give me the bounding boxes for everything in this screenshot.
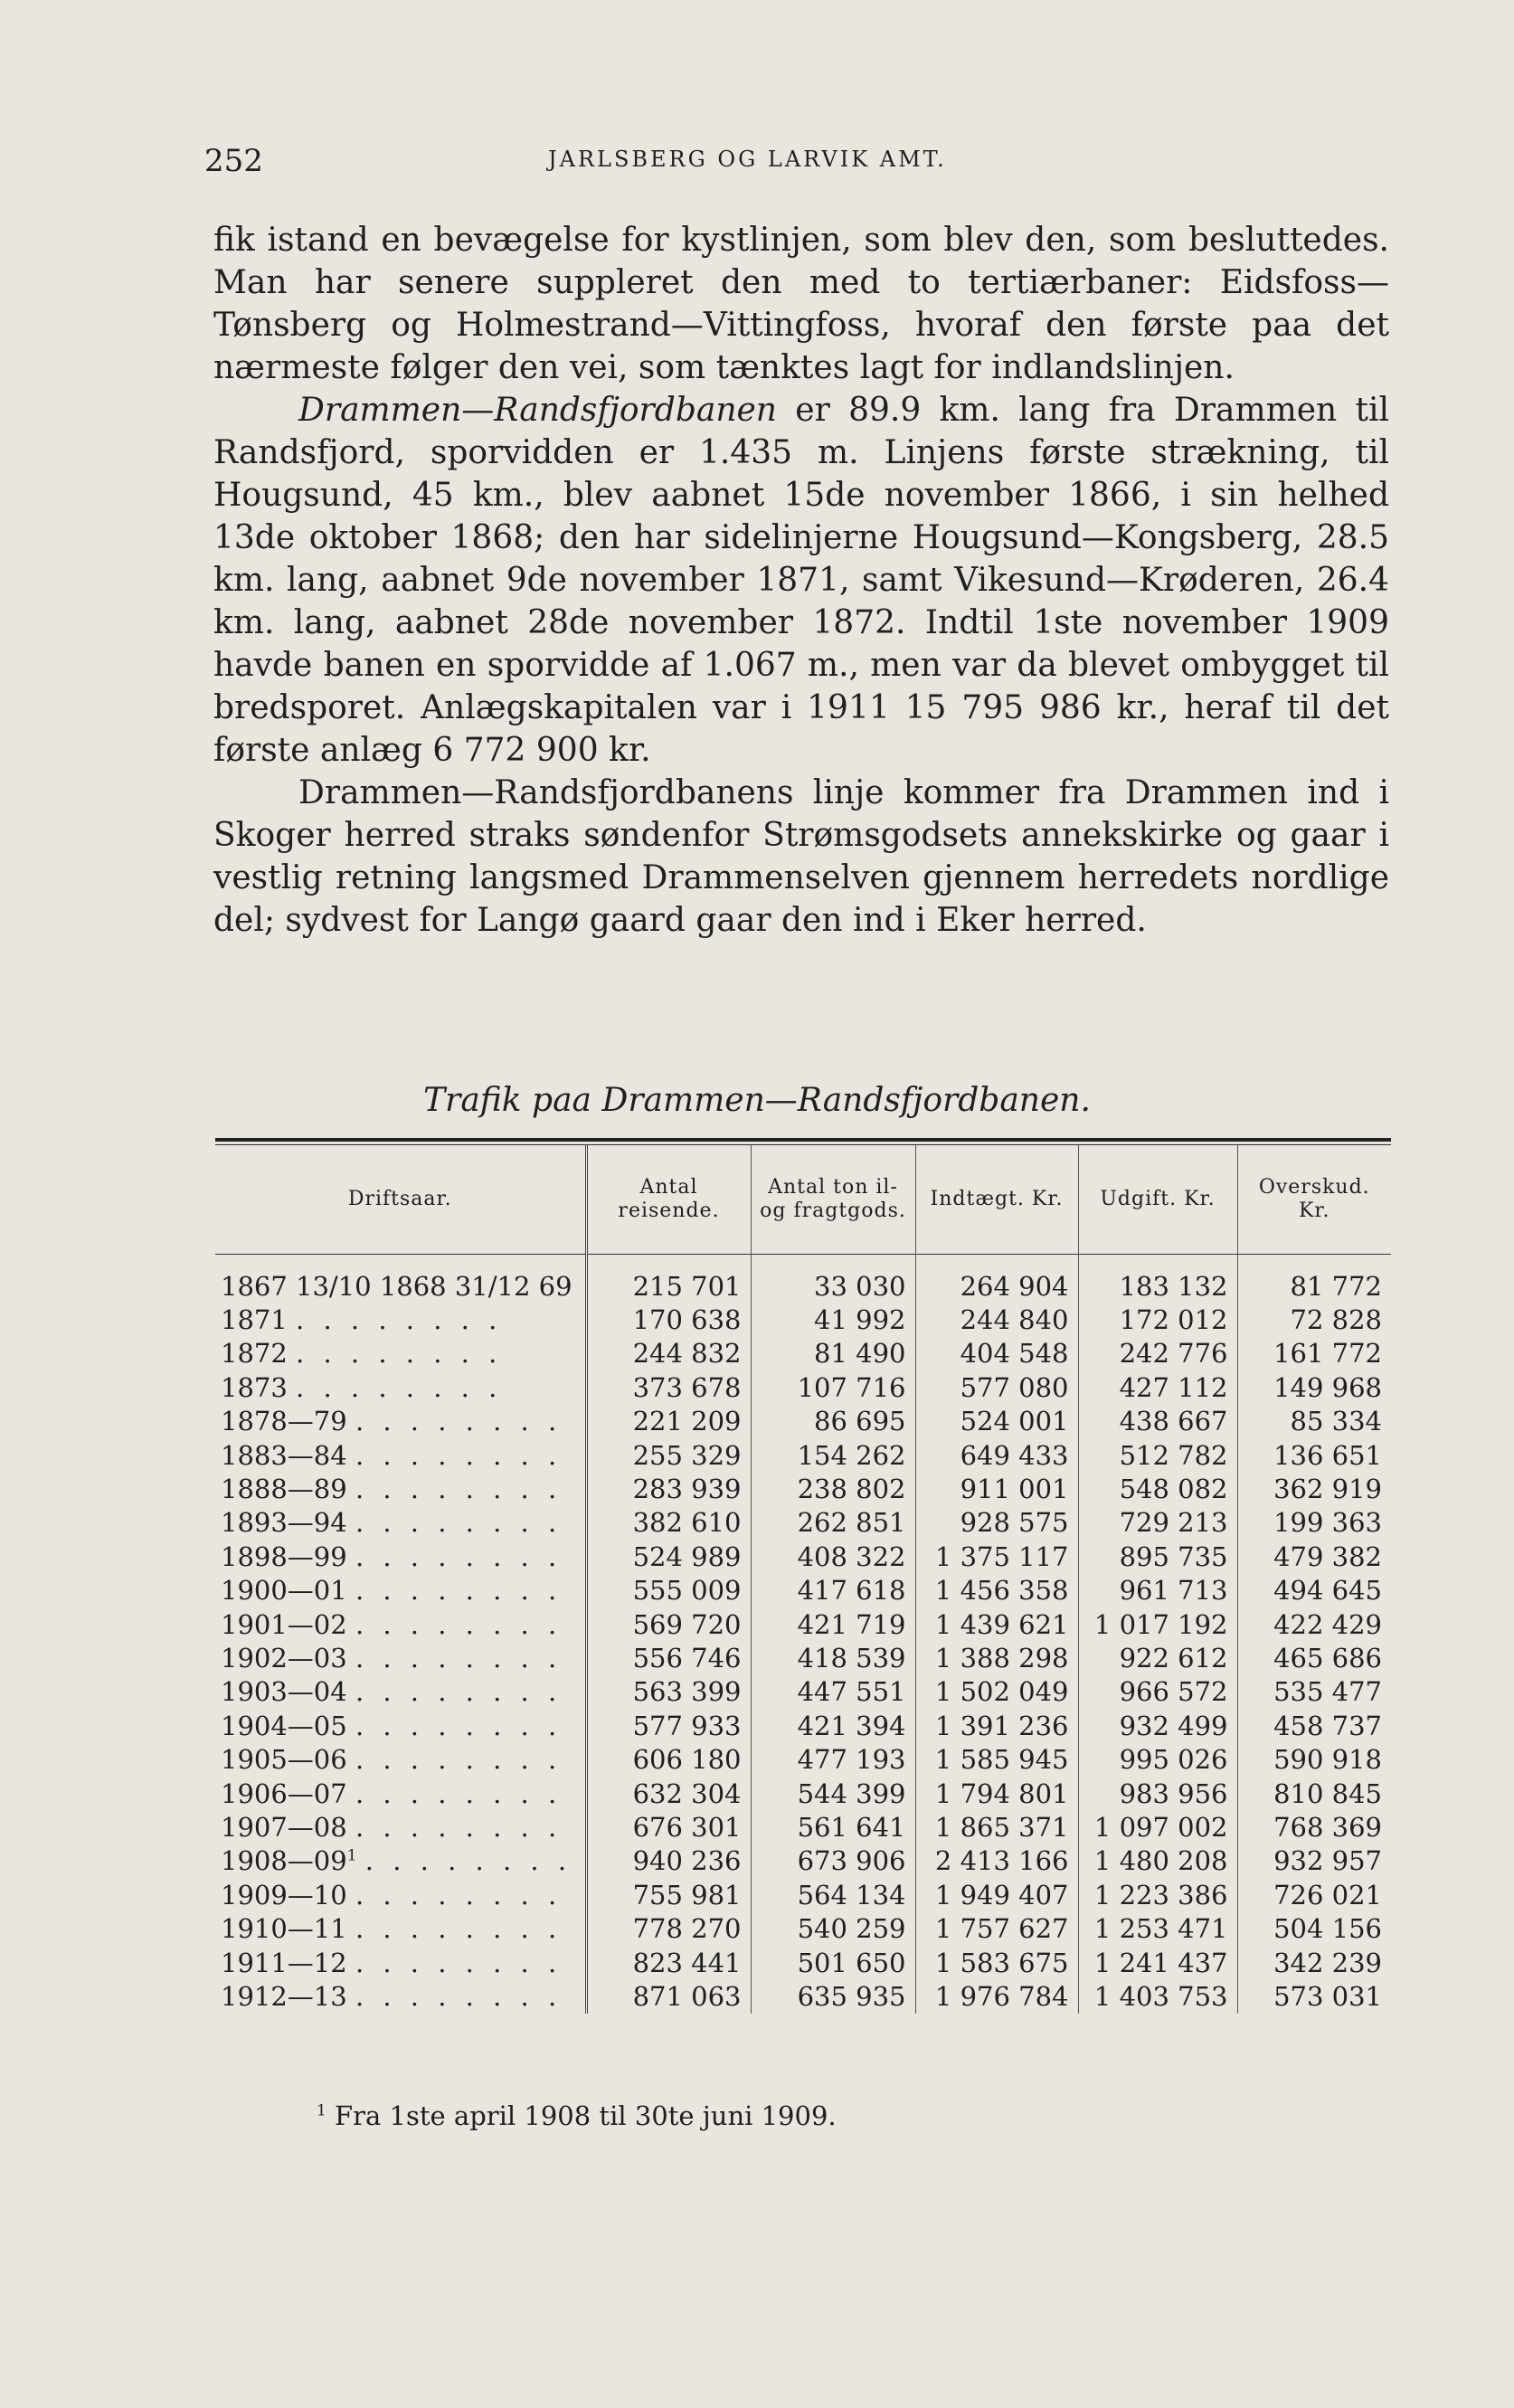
table-top-rule	[215, 1138, 1391, 1142]
page-number: 252	[204, 143, 263, 179]
railway-name: Drammen—Randsfjordbanen	[298, 392, 777, 429]
expense-cell: 1 480 208	[1078, 1844, 1237, 1878]
income-cell: 1 794 801	[915, 1777, 1078, 1810]
surplus-cell: 85 334	[1237, 1405, 1391, 1438]
dot-leaders: . . . . . . . .	[355, 1811, 563, 1843]
year-cell	[215, 1438, 586, 1472]
year-cell	[215, 1878, 586, 1911]
freight-cell: 154 262	[751, 1438, 915, 1472]
freight-cell: 41 992	[751, 1303, 915, 1336]
income-cell: 1 391 236	[915, 1709, 1078, 1742]
traffic-table	[215, 1145, 1391, 2014]
table-row	[215, 1438, 1391, 1472]
passengers-cell: 632 304	[586, 1777, 751, 1810]
surplus-cell: 161 772	[1237, 1337, 1391, 1370]
freight-cell: 86 695	[751, 1405, 915, 1438]
dot-leaders: . . . . . . . .	[355, 1507, 563, 1539]
income-cell: 244 840	[915, 1303, 1078, 1336]
passengers-cell: 556 746	[586, 1641, 751, 1674]
year-cell	[215, 1269, 586, 1303]
income-cell: 911 001	[915, 1472, 1078, 1505]
traffic-table-wrap	[215, 1138, 1391, 2014]
dot-leaders: . . . . . . . .	[355, 1778, 563, 1809]
dot-leaders: . . . . . . . .	[296, 1371, 503, 1403]
income-cell: 649 433	[915, 1438, 1078, 1472]
surplus-cell: 479 382	[1237, 1540, 1391, 1573]
income-cell: 928 575	[915, 1506, 1078, 1540]
table-row	[215, 1303, 1391, 1336]
freight-cell: 408 322	[751, 1540, 915, 1573]
dot-leaders: . . . . . . . .	[355, 1676, 563, 1708]
paragraph-2-text: er 89.9 km. lang fra Drammen til Randsfjord, sporvidden er 1.435 m. Linjens første strækning, til Hougsund, 45 km., blev aabnet 15de november 1866, i sin helhed 13de oktober 1868; den har sidelinjerne Hougsund—Kongsberg, 28.5 km. lang, aabnet 9de november 1871, samt Vikesund—Krøderen, 26.4 km. lang, aabnet 28de november 1872. Indtil 1ste november 1909 havde banen en sporvidde af 1.067 m., men var da blevet ombygget til bredsporet. Anlægskapitalen var i 1911 15 795 986 kr., heraf til det første anlæg 6 772 900 kr.	[213, 392, 1389, 769]
year-cell	[215, 1946, 586, 1979]
year-cell	[215, 1777, 586, 1810]
dot-leaders: . . . . . . . .	[296, 1304, 503, 1336]
year-cell	[215, 1506, 586, 1540]
table-row	[215, 1405, 1391, 1438]
year-cell	[215, 1979, 586, 2013]
year-cell	[215, 1810, 586, 1844]
header-income: Indtægt. Kr.	[915, 1145, 1078, 1255]
table-row	[215, 1911, 1391, 1945]
table-row	[215, 1607, 1391, 1641]
table-row	[215, 1878, 1391, 1911]
expense-cell: 512 782	[1078, 1438, 1237, 1472]
dot-leaders: . . . . . . . .	[355, 1913, 563, 1945]
expense-cell: 1 017 192	[1078, 1607, 1237, 1641]
year-cell	[215, 1641, 586, 1674]
expense-cell: 183 132	[1078, 1269, 1237, 1303]
year-cell	[215, 1472, 586, 1505]
dot-leaders: . . . . . . . .	[355, 1710, 563, 1741]
passengers-cell: 577 933	[586, 1709, 751, 1742]
table-row	[215, 1472, 1391, 1505]
year-label: 1871	[221, 1304, 288, 1336]
surplus-cell: 768 369	[1237, 1810, 1391, 1844]
freight-cell: 544 399	[751, 1777, 915, 1810]
surplus-cell: 590 918	[1237, 1742, 1391, 1776]
income-cell: 2 413 166	[915, 1844, 1078, 1878]
year-label: 1878—79	[221, 1406, 347, 1437]
passengers-cell: 755 981	[586, 1878, 751, 1911]
dot-leaders: . . . . . . . .	[355, 1744, 563, 1776]
income-cell: 1 976 784	[915, 1979, 1078, 2013]
expense-cell: 1 097 002	[1078, 1810, 1237, 1844]
freight-cell: 417 618	[751, 1574, 915, 1607]
dot-leaders: . . . . . . . .	[296, 1338, 503, 1370]
year-cell	[215, 1675, 586, 1709]
year-label: 1873	[221, 1371, 288, 1403]
expense-cell: 922 612	[1078, 1641, 1237, 1674]
surplus-cell: 573 031	[1237, 1979, 1391, 2013]
year-cell	[215, 1742, 586, 1776]
freight-cell: 540 259	[751, 1911, 915, 1945]
dot-leaders: . . . . . . . .	[355, 1879, 563, 1910]
surplus-cell: 136 651	[1237, 1438, 1391, 1472]
dot-leaders: . . . . . . . .	[364, 1845, 572, 1877]
year-cell	[215, 1844, 586, 1878]
freight-cell: 33 030	[751, 1269, 915, 1303]
table-row	[215, 1742, 1391, 1776]
table-row	[215, 1777, 1391, 1810]
expense-cell: 995 026	[1078, 1742, 1237, 1776]
passengers-cell: 524 989	[586, 1540, 751, 1573]
income-cell: 1 375 117	[915, 1540, 1078, 1573]
year-cell	[215, 1405, 586, 1438]
expense-cell: 961 713	[1078, 1574, 1237, 1607]
year-label: 1902—03	[221, 1642, 347, 1673]
income-cell: 1 388 298	[915, 1641, 1078, 1674]
table-row	[215, 1574, 1391, 1607]
freight-cell: 262 851	[751, 1506, 915, 1540]
year-label: 1911—12	[221, 1947, 347, 1978]
table-row	[215, 1675, 1391, 1709]
year-label: 1900—01	[221, 1575, 347, 1607]
surplus-cell: 932 957	[1237, 1844, 1391, 1878]
expense-cell: 1 223 386	[1078, 1878, 1237, 1911]
header-separator	[215, 1255, 1391, 1270]
passengers-cell: 170 638	[586, 1303, 751, 1336]
year-label: 1898—99	[221, 1541, 347, 1572]
body-text	[213, 219, 1389, 942]
year-cell	[215, 1540, 586, 1573]
surplus-cell: 465 686	[1237, 1641, 1391, 1674]
surplus-cell: 199 363	[1237, 1506, 1391, 1540]
year-label: 1903—04	[221, 1676, 347, 1708]
passengers-cell: 940 236	[586, 1844, 751, 1878]
passengers-cell: 255 329	[586, 1438, 751, 1472]
dot-leaders: . . . . . . . .	[355, 1608, 563, 1640]
income-cell: 1 949 407	[915, 1878, 1078, 1911]
table-row	[215, 1979, 1391, 2013]
freight-cell: 561 641	[751, 1810, 915, 1844]
passengers-cell: 569 720	[586, 1607, 751, 1641]
year-cell	[215, 1911, 586, 1945]
income-cell: 1 439 621	[915, 1607, 1078, 1641]
passengers-cell: 823 441	[586, 1946, 751, 1979]
year-label: 1867 13/10 1868 31/12 69	[221, 1270, 572, 1302]
year-cell	[215, 1337, 586, 1370]
year-label: 1883—84	[221, 1439, 347, 1471]
income-cell: 1 757 627	[915, 1911, 1078, 1945]
freight-cell: 673 906	[751, 1844, 915, 1878]
year-label: 1904—05	[221, 1710, 347, 1741]
freight-cell: 477 193	[751, 1742, 915, 1776]
dot-leaders: . . . . . . . .	[355, 1642, 563, 1673]
passengers-cell: 283 939	[586, 1472, 751, 1505]
year-cell	[215, 1370, 586, 1404]
freight-cell: 81 490	[751, 1337, 915, 1370]
year-label: 1908—09	[221, 1845, 347, 1877]
expense-cell: 438 667	[1078, 1405, 1237, 1438]
income-cell: 1 502 049	[915, 1675, 1078, 1709]
expense-cell: 1 403 753	[1078, 1979, 1237, 2013]
footnote-mark: 1	[317, 2101, 326, 2120]
income-cell: 1 585 945	[915, 1742, 1078, 1776]
year-label: 1910—11	[221, 1913, 347, 1945]
year-label: 1907—08	[221, 1811, 347, 1843]
table-row	[215, 1337, 1391, 1370]
income-cell: 524 001	[915, 1405, 1078, 1438]
income-cell: 1 456 358	[915, 1574, 1078, 1607]
expense-cell: 895 735	[1078, 1540, 1237, 1573]
freight-cell: 421 394	[751, 1709, 915, 1742]
header-surplus: Overskud. Kr.	[1237, 1145, 1391, 1255]
passengers-cell: 382 610	[586, 1506, 751, 1540]
freight-cell: 501 650	[751, 1946, 915, 1979]
table-row	[215, 1269, 1391, 1303]
footnote-text: Fra 1ste april 1908 til 30te juni 1909.	[335, 2100, 837, 2131]
dot-leaders: . . . . . . . .	[355, 1541, 563, 1572]
expense-cell: 932 499	[1078, 1709, 1237, 1742]
freight-cell: 635 935	[751, 1979, 915, 2013]
header-year: Driftsaar.	[347, 1188, 452, 1210]
year-label: 1893—94	[221, 1507, 347, 1539]
surplus-cell: 494 645	[1237, 1574, 1391, 1607]
income-cell: 264 904	[915, 1269, 1078, 1303]
expense-cell: 966 572	[1078, 1675, 1237, 1709]
year-label: 1905—06	[221, 1744, 347, 1776]
table-row	[215, 1844, 1391, 1878]
expense-cell: 548 082	[1078, 1472, 1237, 1505]
dot-leaders: . . . . . . . .	[355, 1980, 563, 2012]
surplus-cell: 81 772	[1237, 1269, 1391, 1303]
freight-cell: 447 551	[751, 1675, 915, 1709]
freight-cell: 107 716	[751, 1370, 915, 1404]
year-cell	[215, 1607, 586, 1641]
passengers-cell: 215 701	[586, 1269, 751, 1303]
table-header-row	[215, 1145, 1391, 1255]
year-label: 1888—89	[221, 1474, 347, 1505]
passengers-cell: 606 180	[586, 1742, 751, 1776]
year-cell	[215, 1574, 586, 1607]
income-cell: 1 583 675	[915, 1946, 1078, 1979]
paragraph-2	[213, 389, 1389, 772]
surplus-cell: 422 429	[1237, 1607, 1391, 1641]
table-row	[215, 1810, 1391, 1844]
income-cell: 404 548	[915, 1337, 1078, 1370]
row-footnote-mark: 1	[346, 1846, 357, 1865]
paragraph-3: Drammen—Randsfjordbanens linje kommer fra Drammen ind i Skoger herred straks søndenfor Strømsgodsets annekskirke og gaar i vestlig retning langsmed Drammenselven gjennem herredets nordlige del; sydvest for Langø gaard gaar den ind i Eker herred.	[213, 774, 1389, 939]
passengers-cell: 563 399	[586, 1675, 751, 1709]
running-title: JARLSBERG OG LARVIK AMT.	[548, 147, 947, 172]
surplus-cell: 72 828	[1237, 1303, 1391, 1336]
freight-cell: 564 134	[751, 1878, 915, 1911]
passengers-cell: 221 209	[586, 1405, 751, 1438]
table-row	[215, 1540, 1391, 1573]
passengers-cell: 555 009	[586, 1574, 751, 1607]
dot-leaders: . . . . . . . .	[355, 1439, 563, 1471]
table-body	[215, 1269, 1391, 2014]
surplus-cell: 726 021	[1237, 1878, 1391, 1911]
freight-cell: 421 719	[751, 1607, 915, 1641]
year-label: 1872	[221, 1338, 288, 1370]
year-cell	[215, 1303, 586, 1336]
freight-cell: 418 539	[751, 1641, 915, 1674]
footnote	[317, 2100, 837, 2131]
header-expense: Udgift. Kr.	[1078, 1145, 1237, 1255]
table-row	[215, 1641, 1391, 1674]
surplus-cell: 810 845	[1237, 1777, 1391, 1810]
table-row	[215, 1370, 1391, 1404]
dot-leaders: . . . . . . . .	[355, 1474, 563, 1505]
surplus-cell: 342 239	[1237, 1946, 1391, 1979]
passengers-cell: 676 301	[586, 1810, 751, 1844]
surplus-cell: 535 477	[1237, 1675, 1391, 1709]
year-label: 1901—02	[221, 1608, 347, 1640]
freight-cell: 238 802	[751, 1472, 915, 1505]
expense-cell: 242 776	[1078, 1337, 1237, 1370]
page-header	[204, 143, 1398, 179]
expense-cell: 427 112	[1078, 1370, 1237, 1404]
passengers-cell: 778 270	[586, 1911, 751, 1945]
expense-cell: 983 956	[1078, 1777, 1237, 1810]
expense-cell: 172 012	[1078, 1303, 1237, 1336]
surplus-cell: 362 919	[1237, 1472, 1391, 1505]
passengers-cell: 871 063	[586, 1979, 751, 2013]
income-cell: 1 865 371	[915, 1810, 1078, 1844]
table-row	[215, 1506, 1391, 1540]
table-row	[215, 1946, 1391, 1979]
expense-cell: 1 241 437	[1078, 1946, 1237, 1979]
expense-cell: 729 213	[1078, 1506, 1237, 1540]
income-cell: 577 080	[915, 1370, 1078, 1404]
passengers-cell: 244 832	[586, 1337, 751, 1370]
header-freight: Antal ton il- og fragtgods.	[751, 1145, 915, 1255]
year-label: 1906—07	[221, 1778, 347, 1809]
header-passengers: Antal reisende.	[586, 1145, 751, 1255]
table-row	[215, 1709, 1391, 1742]
surplus-cell: 149 968	[1237, 1370, 1391, 1404]
passengers-cell: 373 678	[586, 1370, 751, 1404]
year-label: 1909—10	[221, 1879, 347, 1910]
dot-leaders: . . . . . . . .	[355, 1947, 563, 1978]
dot-leaders: . . . . . . . .	[355, 1406, 563, 1437]
surplus-cell: 504 156	[1237, 1911, 1391, 1945]
year-label: 1912—13	[221, 1980, 347, 2012]
paragraph-1: fik istand en bevægelse for kystlinjen, som blev den, som besluttedes. Man har senere suppleret den med to tertiærbaner: Eidsfoss—Tønsberg og Holmestrand—Vittingfoss, hvoraf den første paa det nærmeste følger den vei, som tænktes lagt for indlandslinjen.	[213, 222, 1389, 386]
expense-cell: 1 253 471	[1078, 1911, 1237, 1945]
year-cell	[215, 1709, 586, 1742]
surplus-cell: 458 737	[1237, 1709, 1391, 1742]
table-title: Trafik paa Drammen—Randsfjordbanen.	[423, 1082, 1091, 1119]
dot-leaders: . . . . . . . .	[355, 1575, 563, 1607]
